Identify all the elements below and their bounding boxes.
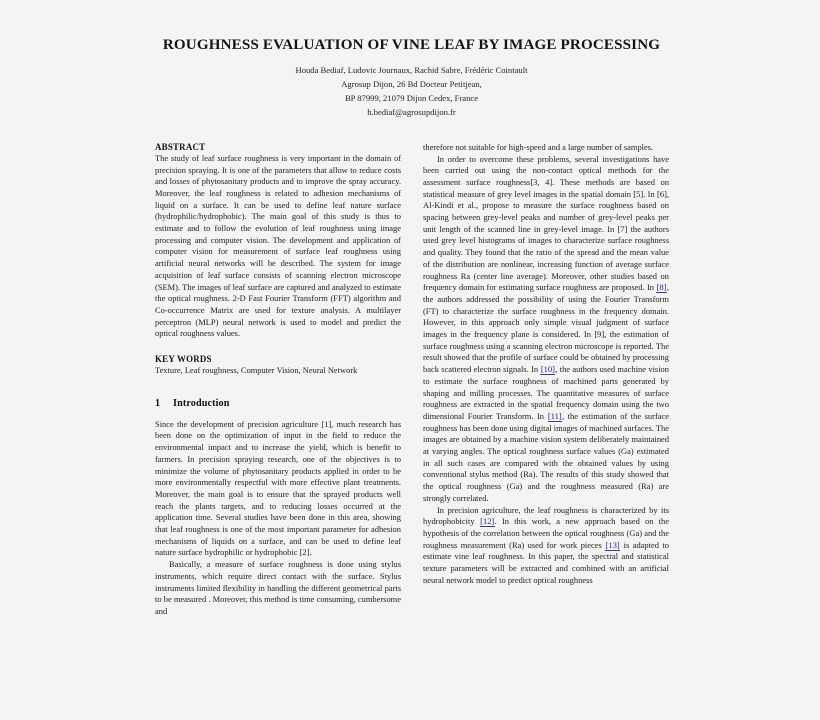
spacer bbox=[155, 377, 401, 398]
right-paragraph-2 bbox=[423, 154, 669, 505]
affiliation-line-2: BP 87999, 21079 Dijon Cedex, France bbox=[344, 92, 479, 103]
paragraph-text-segment: . In this work, a new approach based on the hypothesis of the correlation between the optical roughness (Ga) and the roughness measurement (Ra) used for work pieces bbox=[423, 516, 669, 550]
paragraph-text-segment: is adapted to estimate vine leaf roughness. In this paper, the spectral and statistical texture parameters will be extracted and combined with an artificial neural network model to predict optical roughness bbox=[423, 539, 669, 585]
section-number: 1 bbox=[155, 397, 161, 409]
citation-link-10[interactable]: [10] bbox=[540, 364, 555, 375]
citation-link-8[interactable]: [8] bbox=[656, 282, 667, 293]
spacer bbox=[155, 340, 401, 354]
keywords-heading: KEY WORDS bbox=[155, 354, 212, 365]
keywords-text: Texture, Leaf roughness, Computer Vision, Neural Network bbox=[155, 365, 358, 376]
right-column bbox=[423, 142, 669, 618]
citation-link-12[interactable]: [12] bbox=[480, 516, 495, 527]
two-column-body bbox=[155, 142, 668, 618]
section-heading-introduction bbox=[155, 398, 401, 409]
affiliation-line-1: Agrosup Dijon, 26 Bd Docteur Petitjean, bbox=[341, 79, 482, 90]
section-title: Introduction bbox=[173, 397, 230, 409]
right-paragraph-3 bbox=[423, 505, 669, 587]
paragraph-text-segment: , the authors addressed the possibility of using the Fourier Transform (FT) to characterize the surface roughness in the frequency domain. However, in this approach only simple visual judgment of surface images in the frequency plane is considered. In [9], the estimation of surface roughness using a scanning electron microscope is reported. The result showed that the profile of surface could be obtained by processing back scattered electron signals. In bbox=[423, 282, 669, 375]
author-list: Houda Bediaf, Ludovic Journaux, Rachid Sabre, Frédéric Cointault bbox=[295, 65, 528, 76]
page-title: ROUGHNESS EVALUATION OF VINE LEAF BY IMAGE PROCESSING bbox=[162, 37, 661, 53]
abstract-heading: ABSTRACT bbox=[155, 141, 206, 152]
spacer bbox=[155, 410, 401, 419]
authors-affiliation-block bbox=[155, 64, 668, 120]
left-column bbox=[155, 142, 401, 618]
citation-link-11[interactable]: [11] bbox=[547, 410, 562, 421]
citation-link-13[interactable]: [13] bbox=[605, 539, 620, 550]
paragraph-text-segment: In order to overcome these problems, several investigations have been carried out using the non-contact optical methods for the assessment surface roughness[3, 4]. These methods are based on statistical measure of grey level images in the spatial domain [5]. In [6], Al-Kindi et al., propose to measure the surface roughness based on spacing between grey-level peaks and number of grey-level peaks per unit length of the scanned line in grey-level image. In [7] the authors used grey level histograms of images to characterize surface roughness and quality. They found that the ratio of the spread and the mean value of the distribution are nonlinear, increasing function of average surface roughness Ra (center line average). Moreover, other studies based on frequency domain for estimating surface roughness are proposed. In bbox=[423, 153, 669, 293]
intro-paragraph-2: Basically, a measure of surface roughness is done using stylus instruments, which require direct contact with the surface. Stylus instruments limited flexibility in handling the different geometrical parts to be measured . Moreover, this method is time consuming, cumbersome and bbox=[155, 559, 401, 616]
intro-paragraph-1: Since the development of precision agriculture [1], much research has been done on the optimization of input in the field to reduce the environmental impact and to increase the yield, which is benefit to farmers. In precision spraying research, one of the objectives is to minimize the volume of phytosanitary products applied in order to be more environmentally respectful with more effective plant treatments. Moreover, the main goal is to ensure that the sprayed products well reach the plants targets, and to reducing losses occurred at the application time. Several studies have been done in this area, showing that leaf roughness is one of the most important parameter for adhesion mechanisms of liquids on a surface, and can be used to define leaf nature surface hydrophilic or hydrophobic [2]. bbox=[155, 418, 401, 558]
paragraph-text-segment: In precision agriculture, the leaf roughness is characterized by its hydrophobicity bbox=[423, 504, 669, 527]
contact-email: h.bediaf@agrosupdijon.fr bbox=[367, 106, 456, 117]
paragraph-text-segment: , the authors used machine vision to estimate the surface roughness of machined parts generated by shaping and milling processes. The quantitative measures of surface roughness are extracted in the spatial frequency domain using the two dimensional Fourier Transform. In bbox=[423, 364, 669, 421]
right-paragraph-continued: therefore not suitable for high-speed and a large number of samples. bbox=[423, 141, 654, 152]
abstract-text: The study of leaf surface roughness is very important in the domain of precision spraying. It is one of the parameters that allow to reduce costs and losses of phytosanitary products and to improve the spray accuracy. Moreover, the leaf roughness is related to adhesion mechanisms of liquid on a surface. It can be used to define leaf nature surface (hydrophilic/hydrophobic). The main goal of this study is thus to estimate and to follow the evolution of leaf roughness using image processing and computer vision. The development and application of computer vision for measurement of surface leaf roughness using artificial neural networks will be described. The system for image acquisition of leaf surface consists of scanning electron microscope (SEM). The images of leaf surface are captured and analyzed to estimate the optical roughness. 2-D Fast Fourier Transform (FFT) algorithm and Co-occurrence Matrix are used for texture analysis. A multilayer perceptron (MLP) neural network is used to model and predict the optical roughness values. bbox=[155, 152, 401, 339]
paragraph-text-segment: , the estimation of the surface roughness has been done using digital images of machined surfaces. The images are obtained by a machine vision system deliberately maintained at varying angles. The optical roughness surface values (Ga) estimated in all such cases are compared with the obtained values by using conventional stylus method (Ra). The results of this study showed that the optical roughness (Ga) and the roughness measured (Ra) are strongly correlated. bbox=[423, 410, 669, 503]
